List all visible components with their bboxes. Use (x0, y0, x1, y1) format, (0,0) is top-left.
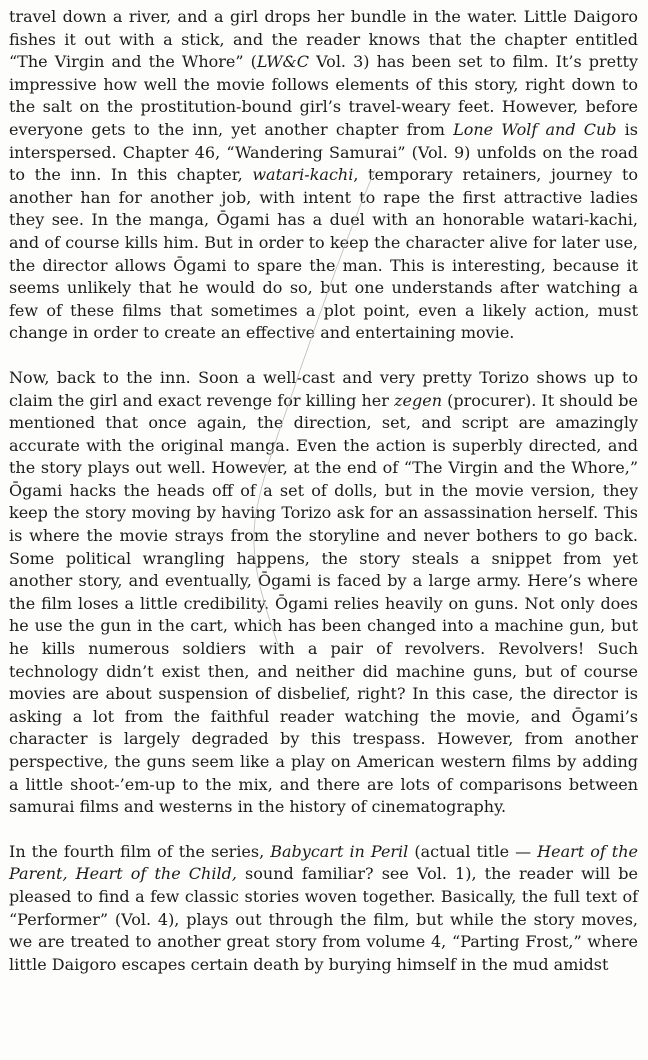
article-body (9, 6, 638, 976)
text-segment: (procurer). It should be mentioned that once again, the direction, set, and script are amazingly accurate with the original manga. Even the action is superbly directed, and the story plays out well. However, at the end of “The Virgin and the Whore,” Ōgami hacks the heads off of a set of dolls, but in the movie version, they keep the story moving by having Torizo ask for an assassination herself. This is where the movie strays from the storyline and never bothers to go back. Some political wrangling happens, the story steals a snippet from yet another story, and eventually, Ōgami is faced by a large army. Here’s where the film loses a little credibility. Ōgami relies heavily on guns. Not only does he use the gun in the cart, which has been changed into a machine gun, but he kills numerous soldiers with a pair of revolvers. Revolvers! Such technology didn’t exist then, and neither did machine guns, but of course movies are about suspension of disbelief, right? In this case, the director is asking a lot from the faithful reader watching the movie, and Ōgami’s character is largely degraded by this trespass. However, from another perspective, the guns seem like a play on American western films by adding a little shoot-’em-up to the mix, and there are lots of comparisons between samurai films and westerns in the history of cinematography. (9, 390, 638, 817)
text-segment: is interspersed. Chapter 46, “Wandering Samurai” (Vol. 9) unfolds on the road to the inn. In this chapter, (9, 119, 638, 185)
text-segment: travel down a river, and a girl drops her bundle in the water. Little Daigoro fishes it out with a stick, and the reader knows that the chapter entitled “The Virgin and the Whore” ( (9, 7, 638, 72)
text-segment: Vol. 3) has been set to film. It’s pretty impressive how well the movie follows elements of this story, right down to the salt on the prostitution-bound girl’s travel-weary feet. However, before everyone gets to the inn, yet another chapter from (9, 52, 638, 139)
text-segment: (actual title — (408, 841, 538, 861)
italic-text: watari-kachi (252, 165, 354, 185)
italic-text: Babycart in Peril (270, 841, 409, 861)
italic-text: zegen (394, 390, 442, 410)
text-segment: , temporary retainers, journey to another han for another job, with intent to rape the first attractive ladies they see. In the manga, Ōgami has a duel with an honorable watari-kachi, and of course kills him. But in order to keep the character alive for later use, the director allows Ōgami to spare the man. This is interesting, because it seems unlikely that he would do so, but one understands after watching a few of these films that sometimes a plot point, even a likely action, must change in order to create an effective and entertaining movie. (9, 165, 639, 343)
text-segment: In the fourth film of the series, (9, 841, 271, 861)
paragraph-3 (9, 841, 638, 977)
italic-text: LW&C (256, 52, 310, 72)
italic-text: Lone Wolf and Cub (453, 119, 617, 139)
text-segment: Now, back to the inn. Soon a well-cast and very pretty Torizo shows up to claim the girl and exact revenge for killing her (9, 367, 638, 410)
paragraph-2 (9, 367, 638, 819)
italic-text: Heart of the Parent, Heart of the Child, (9, 841, 639, 884)
paragraph-1 (9, 6, 638, 345)
text-segment: sound familiar? see Vol. 1), the reader will be pleased to find a few classic stories woven together. Basically, the full text of “Performer” (Vol. 4), plays out through the film, but while the story moves, we are treated to another great story from volume 4, “Parting Frost,” where little Daigoro escapes certain death by burying himself in the mud amidst (9, 864, 638, 974)
